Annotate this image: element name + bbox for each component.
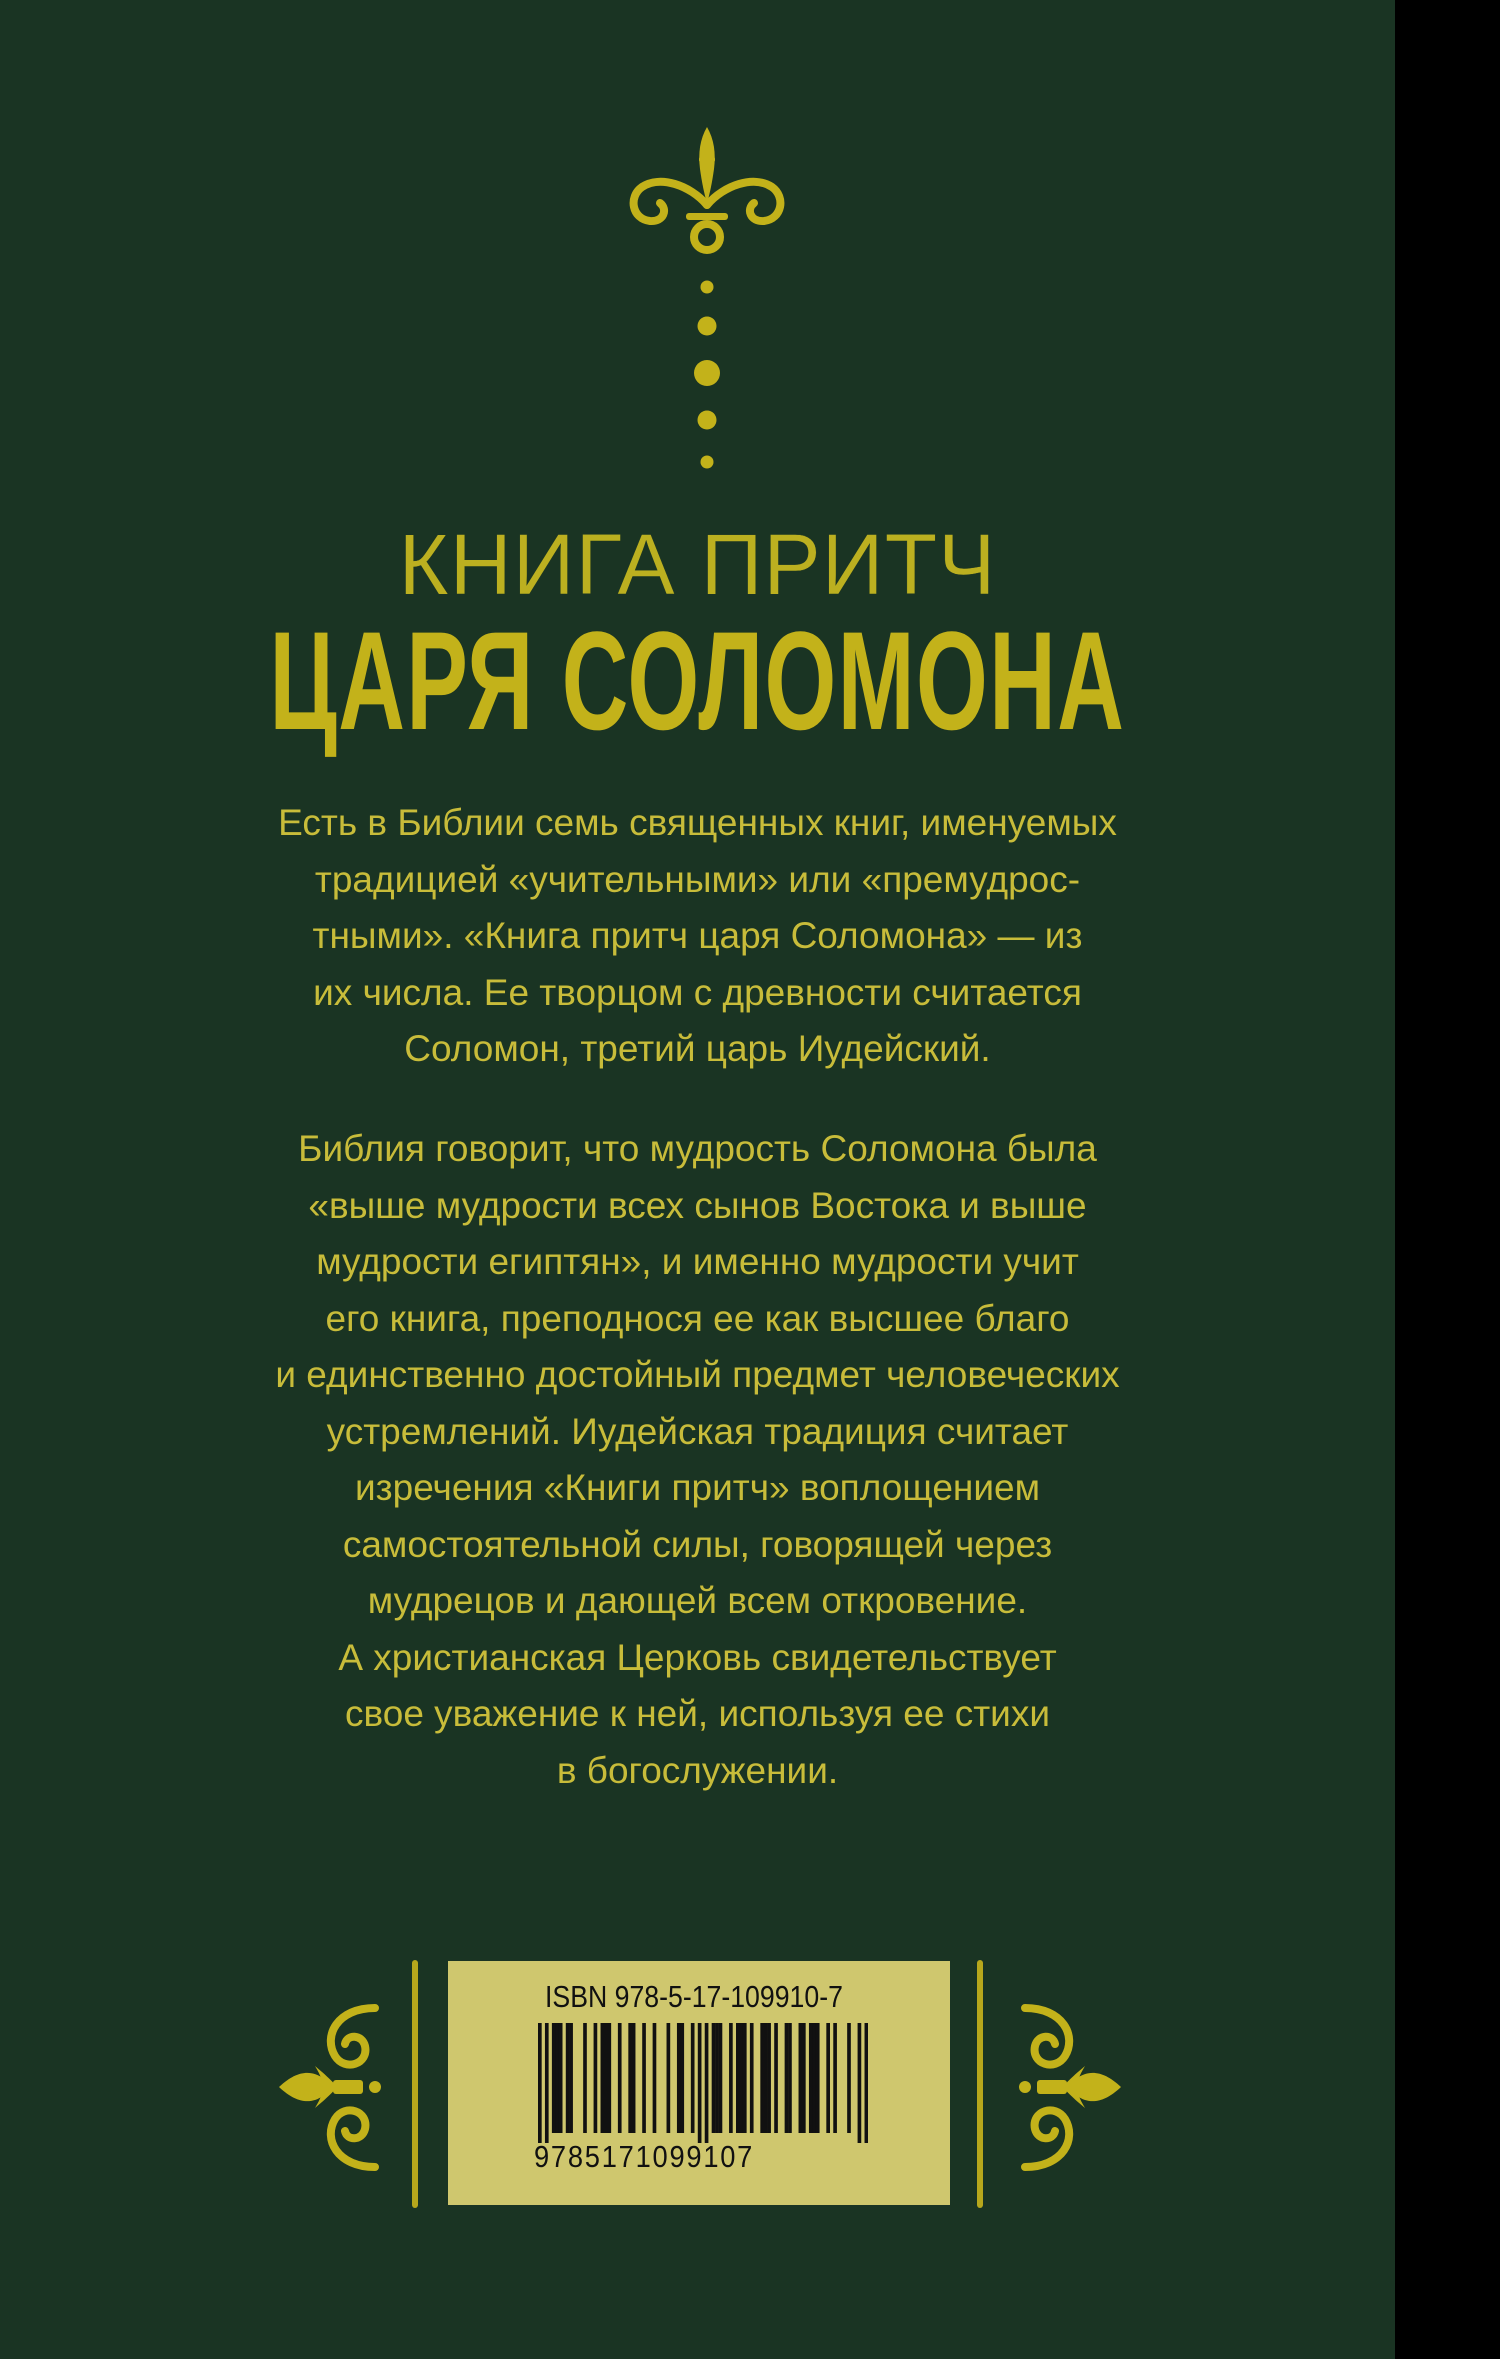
barcode-bar (569, 2023, 573, 2133)
barcode-bar (583, 2023, 587, 2133)
barcode-panel (448, 1961, 950, 2205)
paragraph-line: тными». «Книга притч царя Соломона» — из (312, 915, 1083, 956)
barcode-bar (809, 2023, 813, 2133)
paragraph-line: мудрецов и дающей всем откровение. (367, 1580, 1028, 1621)
barcode-bar (712, 2023, 716, 2133)
barcode-bar (545, 2023, 549, 2143)
barcode-bar (698, 2023, 702, 2143)
description-paragraph-2 (200, 1121, 1195, 1799)
paragraph-line: в богослужении. (556, 1749, 839, 1791)
barcode-bars (538, 2023, 868, 2143)
barcode-bar (538, 2023, 542, 2143)
barcode-bar (826, 2023, 830, 2133)
barcode-bar (736, 2023, 740, 2133)
paragraph-line: А христианская Церковь свидетельствует (338, 1636, 1057, 1678)
barcode-bar (774, 2023, 778, 2133)
barcode-bar (677, 2023, 681, 2133)
barcode-bar (802, 2023, 806, 2133)
title-line-1-text: КНИГА ПРИТЧ (398, 517, 997, 613)
barcode-bar (799, 2023, 803, 2133)
paragraph-line: традицией «учительными» или «премудрос- (314, 858, 1081, 900)
paragraph-line: и единственно достойный предмет человеческих (275, 1354, 1120, 1395)
title-line-2 (0, 602, 1395, 759)
barcode-bar (642, 2023, 646, 2133)
barcode-bar (719, 2023, 723, 2133)
barcode-bar (785, 2023, 789, 2133)
barcode-bar (816, 2023, 820, 2133)
barcode-bar (715, 2023, 719, 2133)
barcode-bar (552, 2023, 556, 2133)
spine-edge (1395, 0, 1500, 2359)
barcode-bar (555, 2023, 559, 2133)
barcode-bar (653, 2023, 657, 2133)
barcode-bar (764, 2023, 768, 2133)
paragraph-line: Соломон, третий царь Иудейский. (404, 1028, 991, 1069)
barcode-bar (750, 2023, 754, 2133)
barcode-bar (858, 2023, 862, 2143)
description-paragraph-1 (200, 795, 1195, 1078)
barcode-bar (847, 2023, 851, 2133)
paragraph-line: его книга, преподнося ее как высшее благо (325, 1297, 1070, 1339)
barcode-bar (767, 2023, 771, 2133)
isbn-label: ISBN 978-5-17-109910-7 (545, 1979, 843, 2014)
barcode-bar (594, 2023, 598, 2133)
barcode-bar (566, 2023, 570, 2133)
paragraph-line: их числа. Ее творцом с древности считается (313, 971, 1082, 1013)
barcode-bar (559, 2023, 563, 2133)
barcode-bar (607, 2023, 611, 2133)
barcode-bar (667, 2023, 671, 2133)
fleur-de-lis-icon (620, 125, 795, 485)
barcode-bar (604, 2023, 608, 2133)
paragraph-line: изречения «Книги притч» воплощением (354, 1467, 1041, 1508)
barcode-bar (618, 2023, 622, 2133)
paragraph-line: Есть в Библии семь священных книг, именуемых (278, 802, 1117, 843)
barcode-bar (865, 2023, 868, 2143)
barcode-bar (760, 2023, 764, 2133)
paragraph-line: устремлений. Иудейская традиция считает (326, 1410, 1069, 1452)
scroll-ornament-left-icon (275, 2000, 395, 2175)
barcode-bar (601, 2023, 605, 2133)
barcode-bar (788, 2023, 792, 2133)
title-line-1 (0, 515, 1395, 615)
barcode-bar (739, 2023, 743, 2133)
paragraph-line: самостоятельной силы, говорящей через (342, 1523, 1053, 1565)
barcode-bar (833, 2023, 837, 2133)
barcode-bar (680, 2023, 684, 2133)
barcode-bar (691, 2023, 695, 2133)
paragraph-line: мудрости египтян», и именно мудрости учит (316, 1241, 1079, 1282)
barcode-bar (705, 2023, 709, 2143)
paragraph-line: свое уважение к ней, используя ее стихи (345, 1693, 1050, 1734)
barcode-bar (743, 2023, 747, 2133)
barcode-digits: 9785171099107 (534, 2139, 755, 2174)
paragraph-line: «выше мудрости всех сынов Востока и выше (308, 1184, 1087, 1226)
paragraph-line: Библия говорит, что мудрость Соломона была (298, 1128, 1097, 1169)
barcode-bar (628, 2023, 632, 2133)
barcode-bar (632, 2023, 636, 2133)
barcode-bar (729, 2023, 733, 2133)
divider-bar-right (977, 1960, 983, 2208)
divider-bar-left (412, 1960, 418, 2208)
barcode-bar (812, 2023, 816, 2133)
title-line-2-text: ЦАРЯ СОЛОМОНА (269, 602, 1126, 759)
scroll-ornament-right-icon (1005, 2000, 1125, 2175)
